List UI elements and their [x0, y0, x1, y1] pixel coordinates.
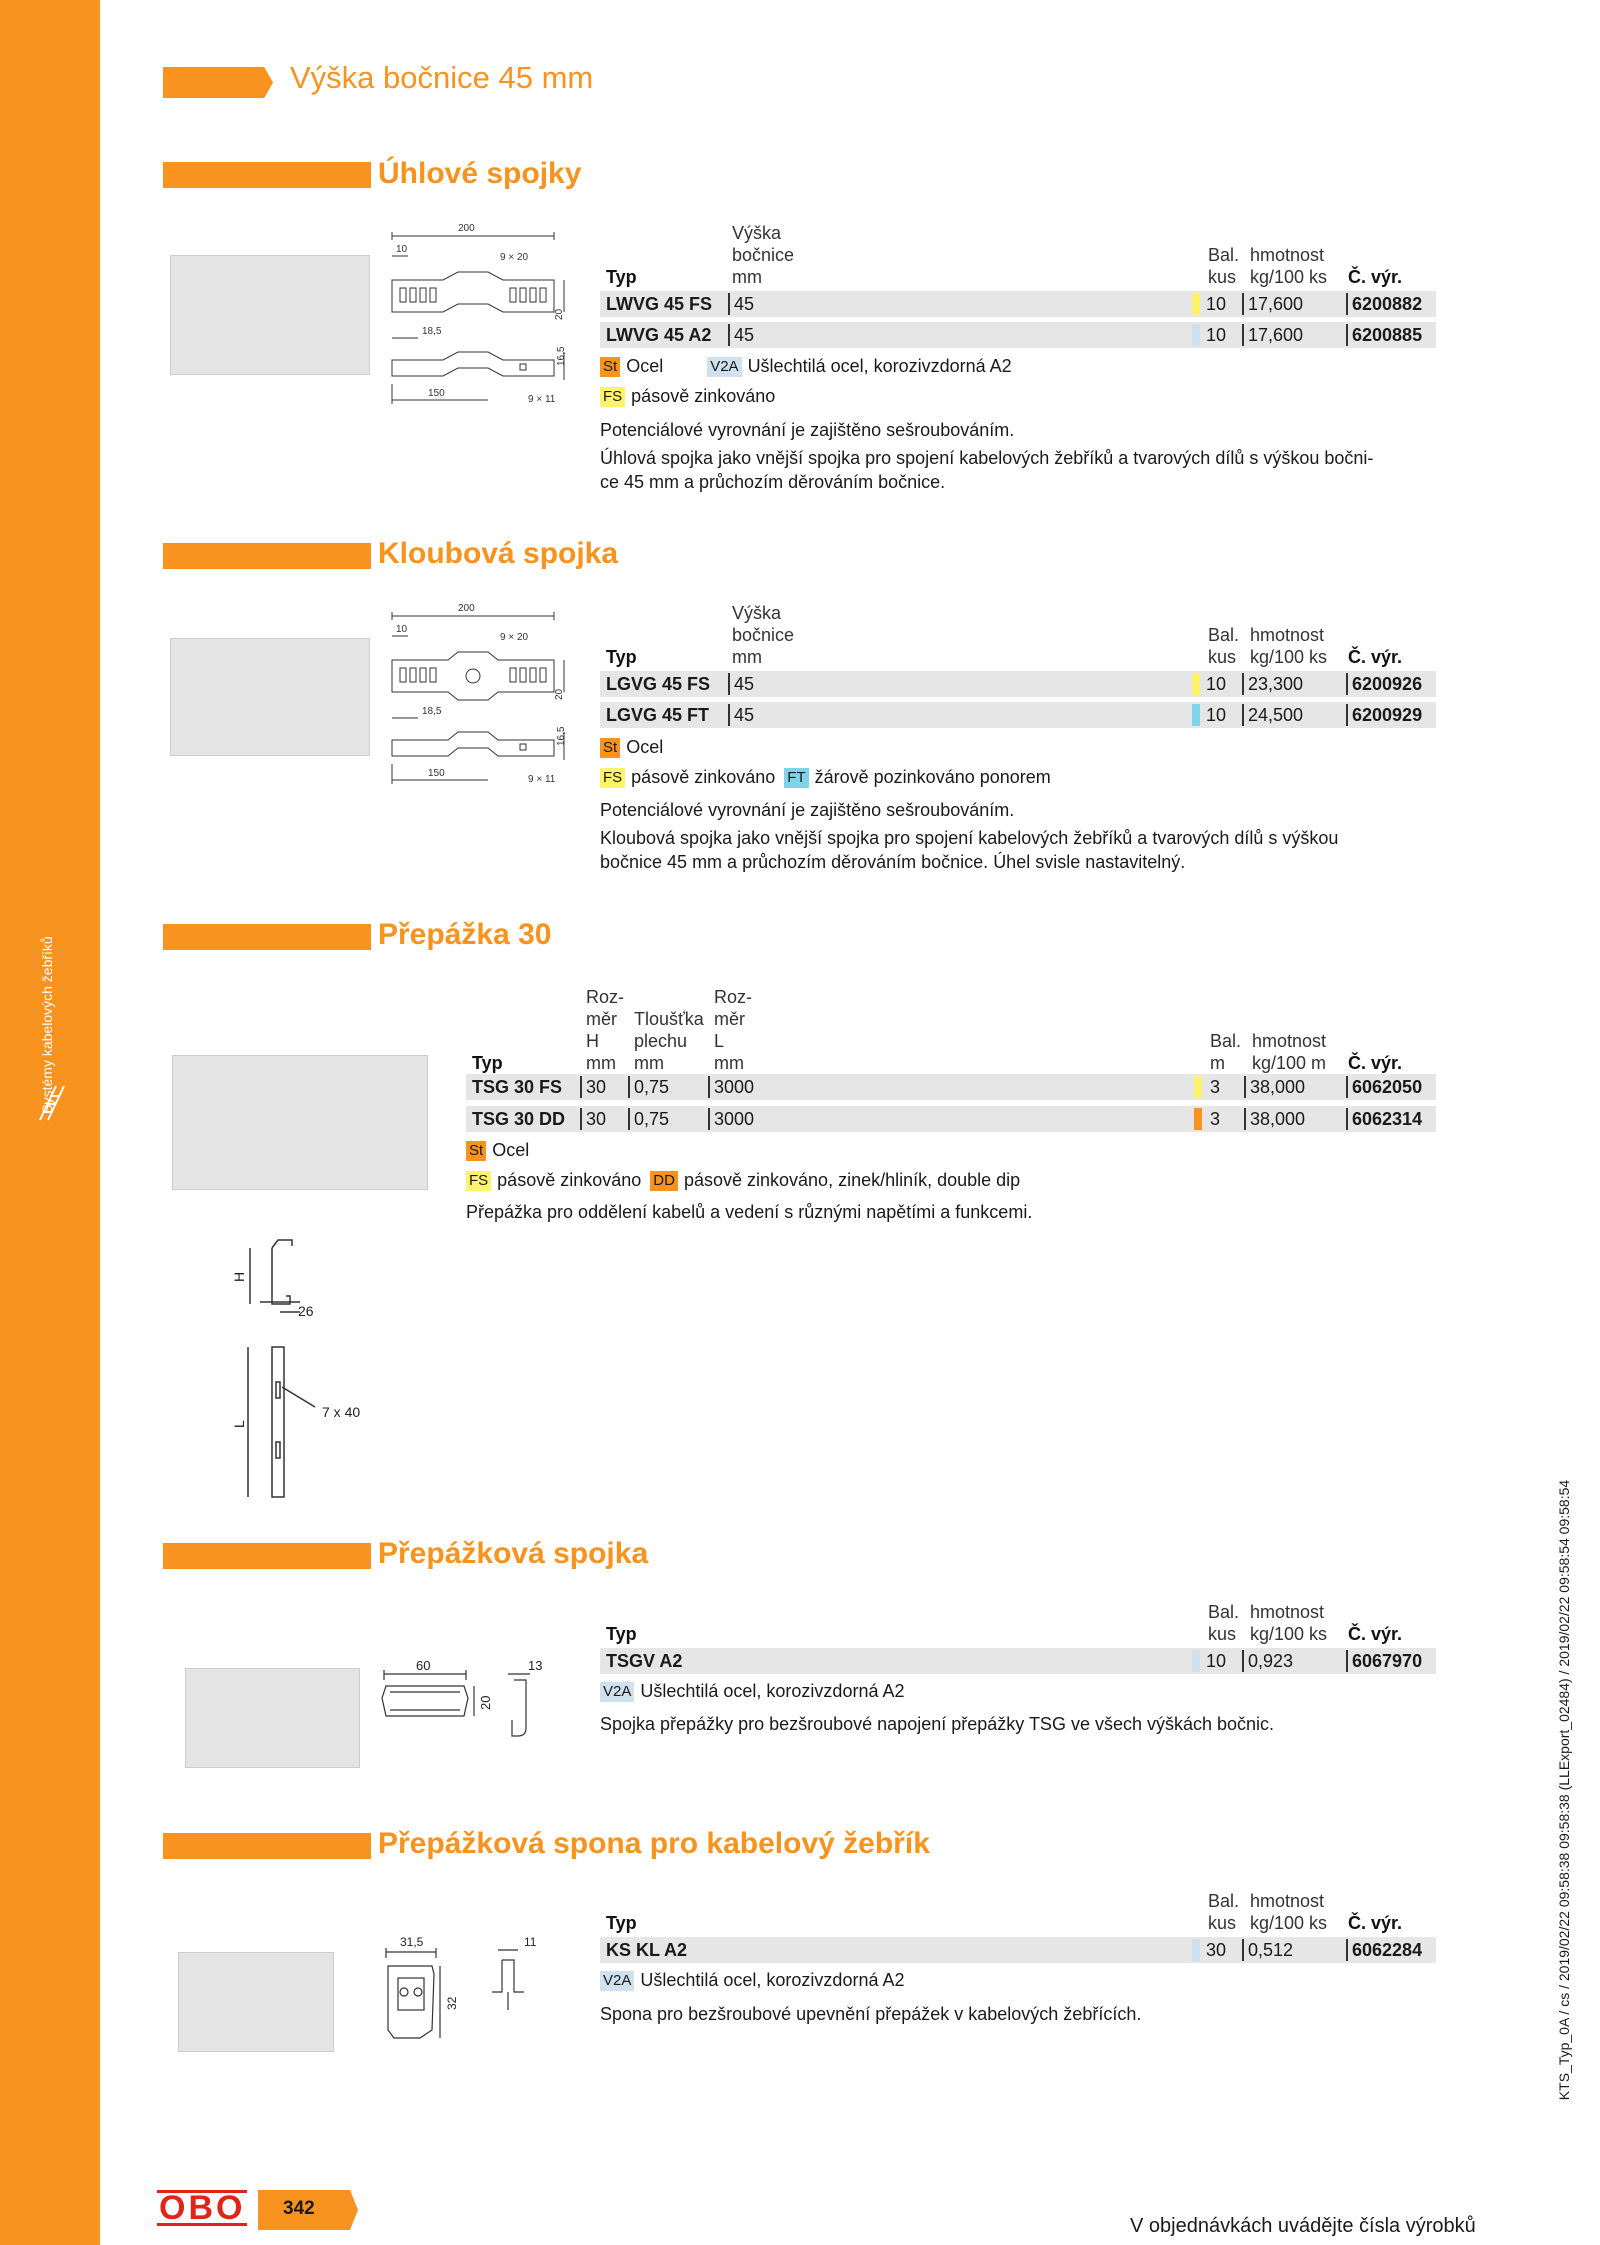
- cell-typ: TSG 30 DD: [472, 1109, 566, 1129]
- cell-typ: TSGV A2: [606, 1651, 683, 1671]
- dim-32: 32: [445, 1996, 459, 2010]
- dim-16-5: 16,5: [556, 726, 567, 746]
- cell-typ: LWVG 45 A2: [606, 325, 712, 345]
- cell-cislo-vyrobku: 6200882: [1346, 293, 1422, 315]
- col-header-bal: Bal. kus: [1208, 1602, 1240, 1644]
- col-header-tloustka: Tloušťka plechu mm: [634, 1009, 704, 1073]
- cell-bal: 10: [1206, 1651, 1227, 1671]
- dim-10: 10: [396, 624, 408, 635]
- legend-line: St Ocel V2A Ušlechtilá ocel, korozivzdorná A2: [600, 354, 1012, 378]
- cell-typ: LGVG 45 FS: [606, 674, 711, 694]
- col-header-rozmer-h: Roz- měr H mm: [586, 987, 625, 1073]
- technical-drawing-prepazkova-spojka: [380, 1658, 560, 1768]
- badge-fs: FS: [600, 387, 625, 407]
- dim-20: 20: [554, 308, 565, 320]
- dim-20: 20: [554, 688, 565, 700]
- section-title-spona: Přepážková spona pro kabelový žebřík: [378, 1827, 930, 1860]
- technical-drawing-kloubova-spojka: [388, 600, 568, 800]
- col-header-cislo-vyrobku: Č. výr.: [1348, 1053, 1403, 1073]
- finish-marker-fs: [1194, 1076, 1202, 1098]
- legend-line: FS pásově zinkováno: [600, 384, 775, 408]
- finish-marker-v2a: [1192, 1939, 1200, 1961]
- dim-18-5: 18,5: [422, 326, 442, 337]
- section-title-uhlove: Úhlové spojky: [378, 157, 582, 190]
- cell-hmotnost: 38,000: [1244, 1076, 1305, 1098]
- cell-vyska: 45: [728, 324, 754, 346]
- finish-marker-v2a: [1192, 1650, 1200, 1672]
- cell-rozmer-h: 30: [580, 1108, 606, 1130]
- cell-vyska: 45: [728, 293, 754, 315]
- badge-st: St: [600, 357, 620, 377]
- section-description: Spona pro bezšroubové upevnění přepážek v kabelových žebřících.: [600, 2004, 1142, 2024]
- dim-9x11: 9 × 11: [528, 774, 556, 785]
- legend-line: St Ocel: [600, 735, 663, 759]
- cell-hmotnost: 17,600: [1242, 293, 1303, 315]
- cell-hmotnost: 38,000: [1244, 1108, 1305, 1130]
- cell-typ: KS KL A2: [606, 1940, 688, 1960]
- cell-bal: 10: [1206, 674, 1227, 694]
- badge-ft: FT: [784, 768, 808, 788]
- col-header-cislo-vyrobku: Č. výr.: [1348, 267, 1403, 287]
- col-header-bal: Bal. kus: [1208, 1891, 1240, 1933]
- cell-typ: LWVG 45 FS: [606, 294, 713, 314]
- dim-7x40: 7 x 40: [322, 1404, 361, 1420]
- dim-200: 200: [458, 223, 475, 234]
- sidebar-category-text: Systémy kabelových žebříků: [39, 936, 55, 1114]
- col-header-hmotnost: hmotnost kg/100 ks: [1250, 1602, 1328, 1644]
- col-header-bal: Bal. kus: [1208, 625, 1240, 667]
- table-row: [600, 671, 1436, 697]
- cell-rozmer-h: 30: [580, 1076, 606, 1098]
- section-title-prepazkova-spojka: Přepážková spojka: [378, 1537, 649, 1570]
- technical-drawing-prepazka: [220, 1232, 390, 1512]
- dim-150: 150: [428, 768, 445, 779]
- page-title: Výška bočnice 45 mm: [290, 60, 594, 95]
- cell-vyska: 45: [728, 673, 754, 695]
- cell-bal: 10: [1206, 705, 1227, 725]
- legend-line: St Ocel: [466, 1138, 529, 1162]
- legend-line: V2A Ušlechtilá ocel, korozivzdorná A2: [600, 1968, 905, 1992]
- section-bar: [163, 1833, 371, 1859]
- col-header-vyska: Výška bočnice mm: [732, 223, 795, 287]
- finish-marker-fs: [1192, 293, 1200, 315]
- table-row: [466, 1074, 1436, 1100]
- table-row: [600, 702, 1436, 728]
- cell-bal: 30: [1206, 1940, 1227, 1960]
- cell-tloustka: 0,75: [628, 1076, 669, 1098]
- table-row: [466, 1106, 1436, 1132]
- col-header-typ: Typ: [606, 267, 637, 287]
- col-header-cislo-vyrobku: Č. výr.: [1348, 1913, 1403, 1933]
- cell-rozmer-l: 3000: [708, 1076, 754, 1098]
- section-description: Přepážka pro oddělení kabelů a vedení s různými napětími a funkcemi.: [466, 1202, 1033, 1222]
- cable-ladder-icon: [34, 1080, 70, 1124]
- badge-st: St: [466, 1141, 486, 1161]
- section-bar: [163, 162, 371, 188]
- cell-hmotnost: 0,512: [1242, 1939, 1293, 1961]
- section-title-kloubova: Kloubová spojka: [378, 537, 619, 570]
- badge-v2a: V2A: [707, 357, 741, 377]
- dim-26: 26: [298, 1303, 314, 1319]
- dim-9x11: 9 × 11: [528, 394, 556, 405]
- badge-v2a: V2A: [600, 1682, 634, 1702]
- obo-logo: OBO: [159, 2189, 246, 2227]
- col-header-typ: Typ: [472, 1053, 503, 1073]
- dim-13: 13: [528, 1658, 543, 1673]
- cell-cislo-vyrobku: 6200929: [1346, 704, 1422, 726]
- col-header-cislo-vyrobku: Č. výr.: [1348, 1624, 1403, 1644]
- section-description: Potenciálové vyrovnání je zajištěno sešroubováním. Kloubová spojka jako vnější spojka pro spojení kabelových žebříků a tvarových dílů s výškou bočnice 45 mm a průchozím děrováním bočnice. Úhel svisle nastavitelný.: [600, 800, 1339, 872]
- col-header-bal: Bal. m: [1210, 1031, 1242, 1073]
- col-header-rozmer-l: Roz- měr L mm: [714, 987, 753, 1073]
- finish-marker-v2a: [1192, 324, 1200, 346]
- col-header-cislo-vyrobku: Č. výr.: [1348, 647, 1403, 667]
- table-row: [600, 291, 1436, 317]
- cell-hmotnost: 0,923: [1242, 1650, 1293, 1672]
- dim-16-5: 16,5: [556, 346, 567, 366]
- badge-fs: FS: [600, 768, 625, 788]
- finish-marker-ft: [1192, 704, 1200, 726]
- cell-bal: 3: [1210, 1109, 1221, 1129]
- cell-typ: TSG 30 FS: [472, 1077, 563, 1097]
- cell-cislo-vyrobku: 6062284: [1346, 1939, 1422, 1961]
- cell-typ: LGVG 45 FT: [606, 705, 710, 725]
- dim-20: 20: [478, 1695, 493, 1710]
- cell-hmotnost: 24,500: [1242, 704, 1303, 726]
- cell-bal: 3: [1210, 1077, 1221, 1097]
- cell-cislo-vyrobku: 6200885: [1346, 324, 1422, 346]
- dim-150: 150: [428, 388, 445, 399]
- cell-bal: 10: [1206, 294, 1227, 314]
- col-header-typ: Typ: [606, 1624, 637, 1644]
- section-description: Potenciálové vyrovnání je zajištěno sešroubováním. Úhlová spojka jako vnější spojka pro spojení kabelových žebříků a tvarových dílů s výškou bočni- ce 45 mm a průchozím děrováním bočnice.: [600, 420, 1374, 492]
- cell-hmotnost: 23,300: [1242, 673, 1303, 695]
- section-title-prepazka: Přepážka 30: [378, 918, 552, 951]
- table-row: [600, 1937, 1436, 1963]
- badge-v2a: V2A: [600, 1971, 634, 1991]
- product-photo-kloubova-spojka: [170, 638, 370, 756]
- cell-cislo-vyrobku: 6200926: [1346, 673, 1422, 695]
- dim-11: 11: [524, 1935, 537, 1949]
- section-bar: [163, 924, 371, 950]
- badge-st: St: [600, 738, 620, 758]
- finish-marker-fs: [1192, 673, 1200, 695]
- cell-tloustka: 0,75: [628, 1108, 669, 1130]
- legend-line: FS pásově zinkováno DD pásově zinkováno, zinek/hliník, double dip: [466, 1168, 1020, 1192]
- product-photo-uhlova-spojka: [170, 255, 370, 375]
- cell-bal: 10: [1206, 325, 1227, 345]
- col-header-bal: Bal. kus: [1208, 245, 1240, 287]
- cell-cislo-vyrobku: 6062050: [1346, 1076, 1422, 1098]
- section-bar: [163, 543, 371, 569]
- col-header-typ: Typ: [606, 647, 637, 667]
- section-description: Spojka přepážky pro bezšroubové napojení přepážky TSG ve všech výškách bočnic.: [600, 1714, 1275, 1734]
- header-tab: [163, 67, 273, 98]
- cell-cislo-vyrobku: 6067970: [1346, 1650, 1422, 1672]
- product-photo-prepazkova-spona: [178, 1952, 334, 2052]
- export-metadata-text: KTS_Typ_0A / cs / 2019/02/22 09:58:38 09:58:38 (LLExport_02484) / 2019/02/22 09:58:54 09:58:54: [1556, 1479, 1572, 2101]
- dim-31-5: 31,5: [400, 1935, 424, 1949]
- col-header-typ: Typ: [606, 1913, 637, 1933]
- page-number: 342: [283, 2198, 315, 2219]
- col-header-hmotnost: hmotnost kg/100 m: [1252, 1031, 1327, 1073]
- dim-200: 200: [458, 603, 475, 614]
- product-photo-prepazka: [172, 1055, 428, 1190]
- dim-18-5: 18,5: [422, 706, 442, 717]
- technical-drawing-prepazkova-spona: [380, 1930, 560, 2060]
- dim-l: L: [231, 1420, 247, 1428]
- dim-9x20: 9 × 20: [500, 252, 529, 263]
- cell-rozmer-l: 3000: [708, 1108, 754, 1130]
- product-photo-prepazkova-spojka: [185, 1668, 360, 1768]
- table-row: [600, 1648, 1436, 1674]
- col-header-hmotnost: hmotnost kg/100 ks: [1250, 625, 1328, 667]
- col-header-hmotnost: hmotnost kg/100 ks: [1250, 245, 1328, 287]
- legend-line: FS pásově zinkováno FT žárově pozinkováno ponorem: [600, 765, 1051, 789]
- badge-dd: DD: [650, 1171, 678, 1191]
- finish-marker-dd: [1194, 1108, 1202, 1130]
- cell-hmotnost: 17,600: [1242, 324, 1303, 346]
- badge-fs: FS: [466, 1171, 491, 1191]
- dim-10: 10: [396, 244, 408, 255]
- col-header-vyska: Výška bočnice mm: [732, 603, 795, 667]
- section-bar: [163, 1543, 371, 1569]
- col-header-hmotnost: hmotnost kg/100 ks: [1250, 1891, 1328, 1933]
- footer-note: V objednávkách uvádějte čísla výrobků: [1130, 2215, 1476, 2237]
- cell-vyska: 45: [728, 704, 754, 726]
- dim-9x20: 9 × 20: [500, 632, 529, 643]
- dim-h: H: [231, 1271, 247, 1282]
- technical-drawing-uhlova-spojka: [388, 220, 568, 420]
- table-row: [600, 322, 1436, 348]
- cell-cislo-vyrobku: 6062314: [1346, 1108, 1422, 1130]
- legend-line: V2A Ušlechtilá ocel, korozivzdorná A2: [600, 1679, 905, 1703]
- dim-60: 60: [416, 1658, 431, 1673]
